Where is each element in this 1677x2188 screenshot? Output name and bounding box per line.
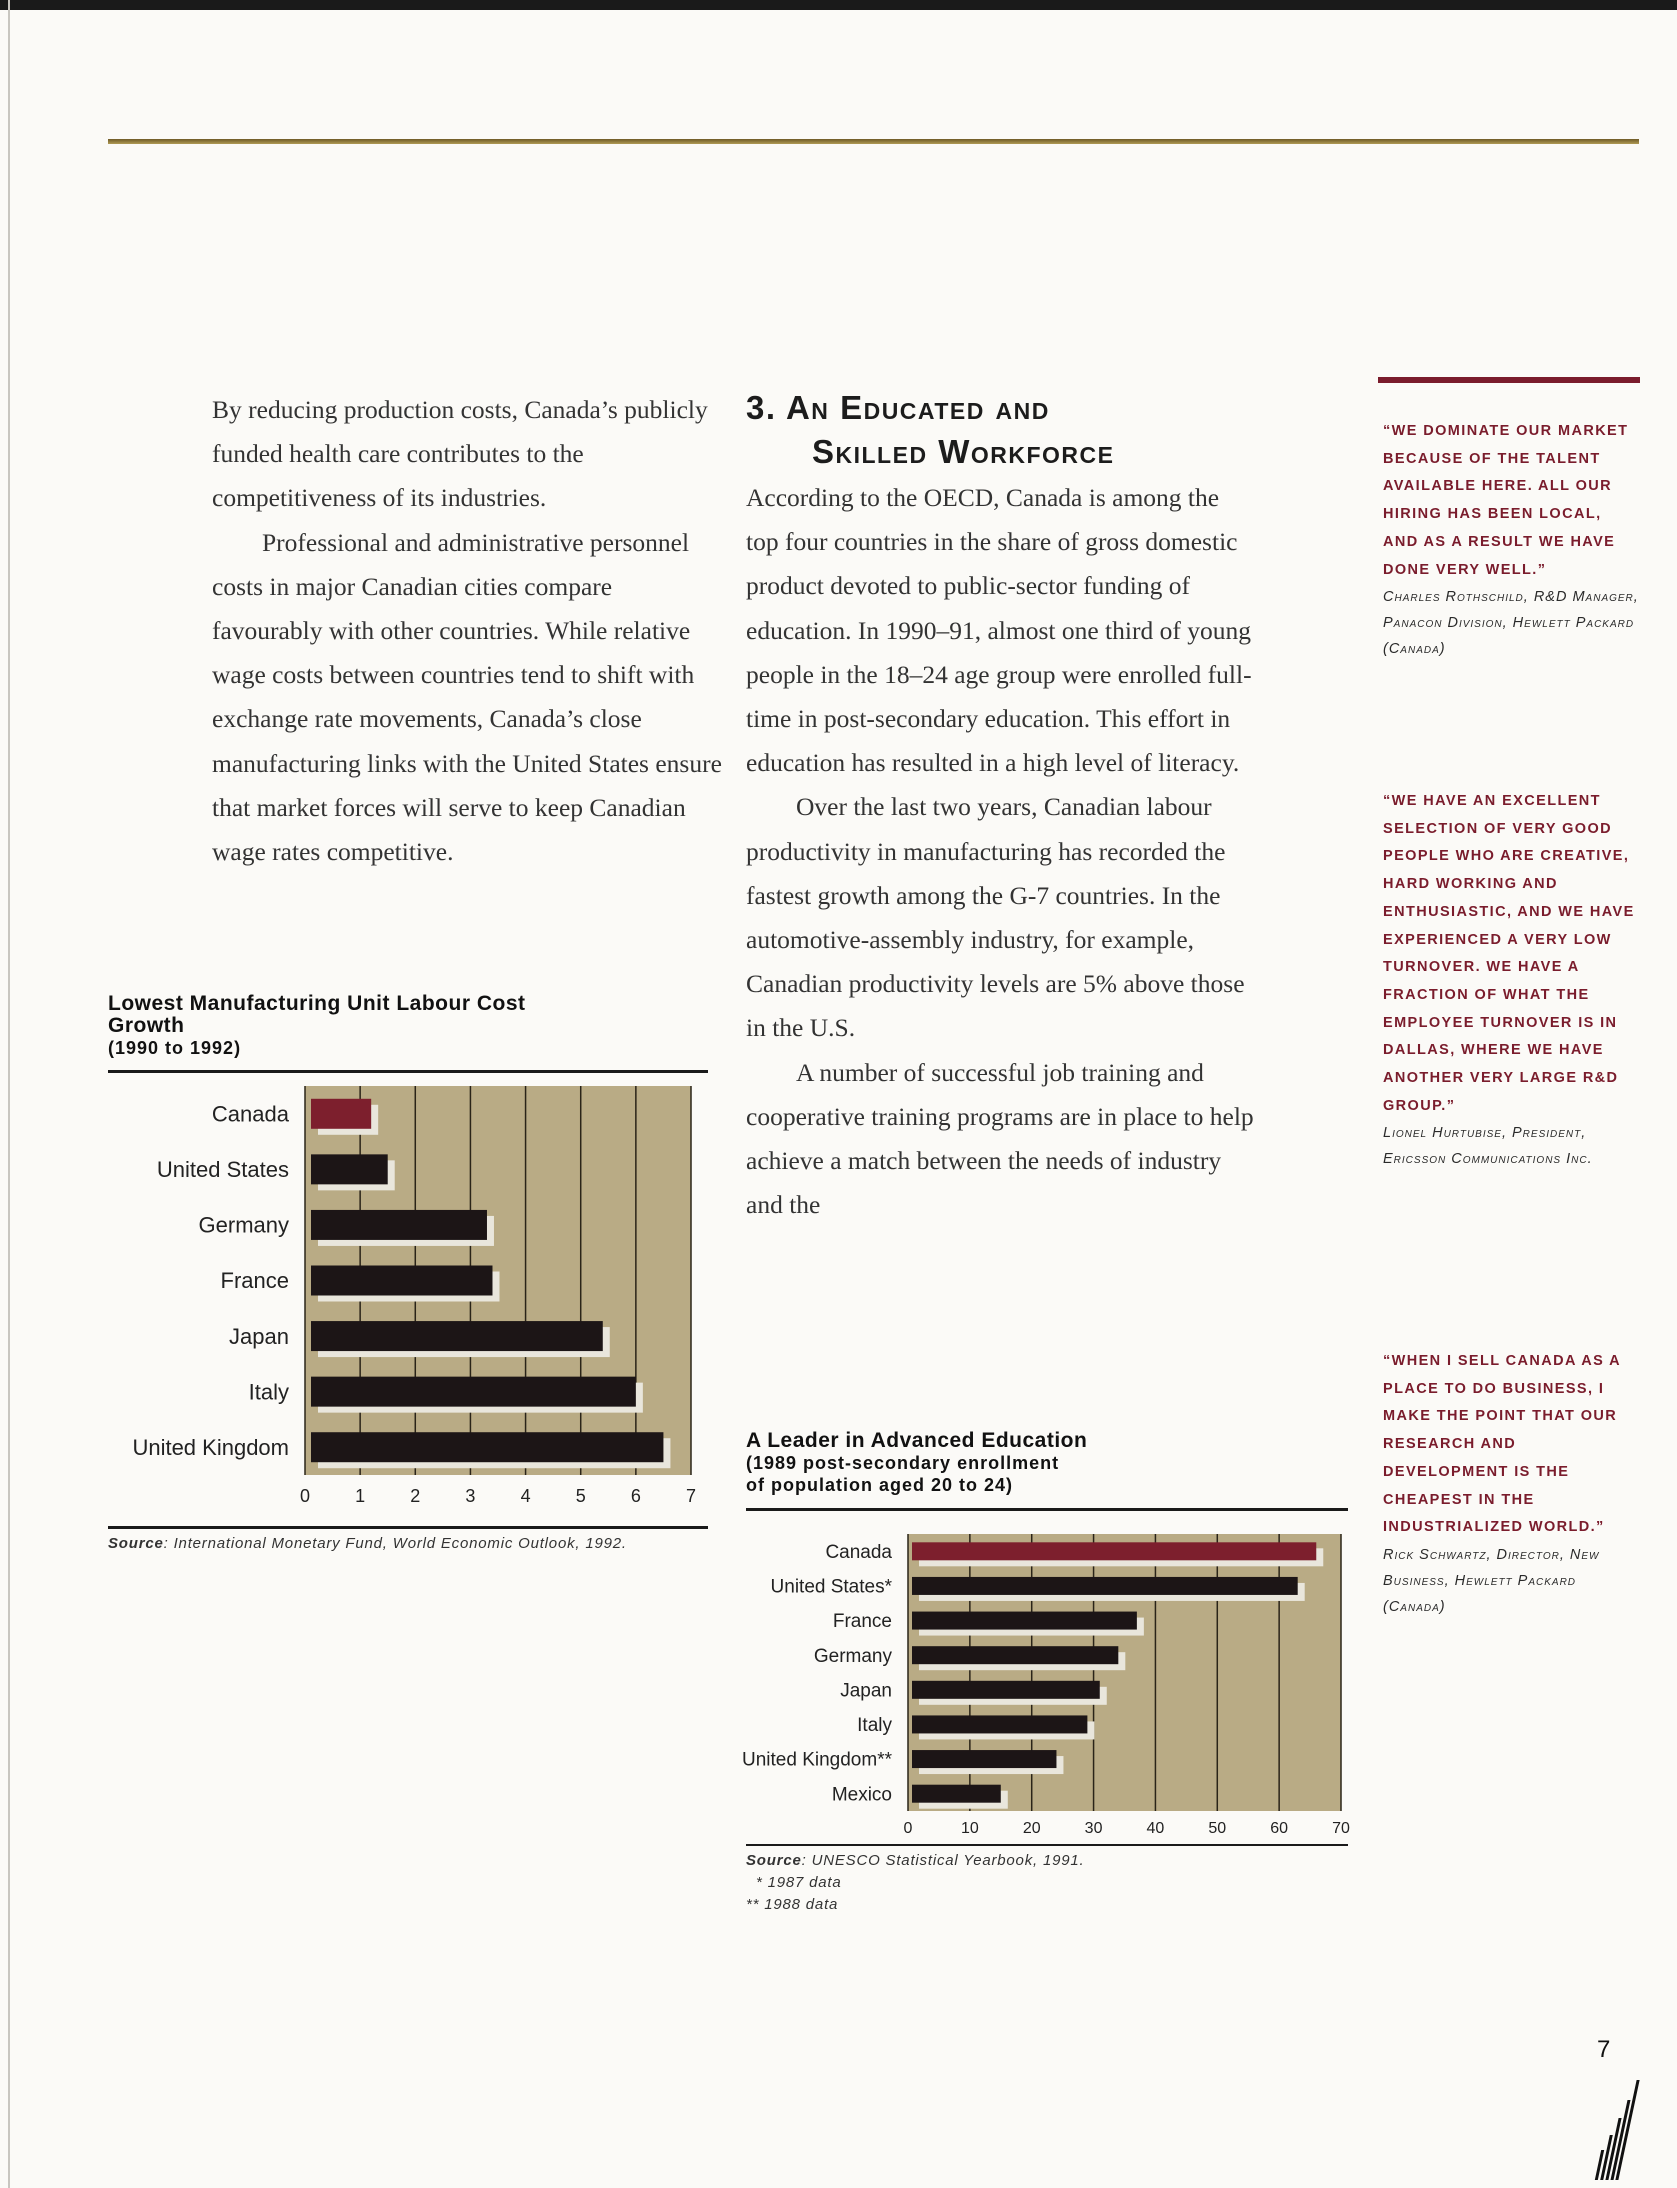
bar	[912, 1646, 1118, 1664]
source-text: : UNESCO Statistical Yearbook, 1991.	[801, 1852, 1085, 1869]
quote-attribution: Rick Schwartz, Director, New Business, Hewlett Packard (Canada)	[1383, 1546, 1600, 1615]
category-label: Italy	[857, 1715, 892, 1737]
category-label: United States*	[770, 1576, 892, 1598]
bar	[912, 1612, 1137, 1630]
source-label: Source	[746, 1852, 802, 1869]
quote-text: “WE DOMINATE OUR MARKET BECAUSE OF THE TALENT AVAILABLE HERE. ALL OUR HIRING HAS BEEN LOCAL, AND AS A RESULT WE HAVE DONE VERY WELL.”	[1383, 423, 1629, 578]
tick-label: 0	[903, 1820, 913, 1837]
bar	[912, 1542, 1316, 1560]
tick-label: 3	[465, 1486, 476, 1506]
bar	[311, 1266, 492, 1296]
category-label: France	[832, 1611, 892, 1633]
chart-2-source	[746, 1850, 1346, 1916]
category-label: Germany	[198, 1212, 289, 1238]
category-label: Canada	[825, 1541, 892, 1563]
bar	[912, 1577, 1298, 1595]
bar	[311, 1377, 636, 1407]
category-label: United Kingdom	[132, 1434, 289, 1460]
chart-1-heading	[108, 993, 708, 1059]
section-heading-line-2: Skilled Workforce	[812, 433, 1115, 470]
bar	[912, 1785, 1001, 1803]
tick-label: 0	[299, 1486, 311, 1506]
tick-label: 2	[410, 1486, 421, 1506]
left-column-text	[212, 388, 722, 874]
quote-attribution: Charles Rothschild, R&D Manager, Panacon Division, Hewlett Packard (Canada)	[1383, 589, 1639, 658]
paragraph: Professional and administrative personnel costs in major Canadian cities compare favourably with other countries. While relative wage costs between countries tend to shift with exchange rate movements, Canada’s close manufacturing links with the United States ensure that market forces will serve to keep Canadian wage rates competitive.	[212, 527, 722, 867]
section-heading	[746, 386, 1266, 474]
bar	[311, 1099, 371, 1129]
quote-2	[1383, 788, 1639, 1172]
paragraph: By reducing production costs, Canada’s publicly funded health care contributes to the competitiveness of its industries.	[212, 395, 708, 513]
page-number: 7	[1597, 2036, 1611, 2063]
chart-2-bottom-rule	[746, 1844, 1348, 1846]
chart-1-source	[108, 1533, 728, 1555]
bar	[912, 1681, 1100, 1699]
tick-label: 6	[630, 1486, 641, 1506]
tick-label: 20	[1022, 1820, 1041, 1837]
tick-label: 70	[1332, 1820, 1350, 1837]
category-label: Italy	[248, 1379, 289, 1405]
bar	[311, 1321, 603, 1351]
header-rule	[108, 139, 1639, 144]
chart-subtitle: (1989 post-secondary enrollment	[746, 1453, 1060, 1473]
quote-text: “WHEN I SELL CANADA AS A PLACE TO DO BUSINESS, I MAKE THE POINT THAT OUR RESEARCH AND DEVELOPMENT IS THE CHEAPEST IN THE INDUSTRIALIZED WORLD.”	[1383, 1353, 1621, 1536]
paragraph: According to the OECD, Canada is among the top four countries in the share of gross domestic product devoted to public-sector funding of education. In 1990–91, almost one third of young people in the 18–24 age group were enrolled full-time in post-secondary education. This effort in education has resulted in a high level of literacy.	[746, 483, 1252, 778]
chart-subtitle: of population aged 20 to 24)	[746, 1475, 1014, 1495]
tick-label: 50	[1208, 1820, 1227, 1837]
quote-3	[1383, 1348, 1639, 1620]
category-label: Canada	[211, 1101, 289, 1127]
bar	[311, 1154, 388, 1184]
chart-1-top-rule	[108, 1070, 708, 1073]
chart-title: A Leader in Advanced Education	[746, 1429, 1088, 1452]
bar	[912, 1750, 1056, 1768]
quote-1	[1383, 418, 1639, 662]
chart-title: Lowest Manufacturing Unit Labour Cost Growth	[108, 992, 526, 1037]
tick-label: 5	[575, 1486, 586, 1506]
footnote: * 1987 data	[756, 1874, 842, 1891]
chart-svg	[730, 1520, 1348, 1838]
bar	[912, 1715, 1087, 1733]
paragraph: Over the last two years, Canadian labour productivity in manufacturing has recorded the fastest growth among the G-7 countries. In the automotive-assembly industry, for example, Canadian productivity levels are 5% above those in the U.S.	[746, 792, 1245, 1043]
chart-2	[730, 1520, 1348, 1838]
source-text: : International Monetary Fund, World Economic Outlook, 1992.	[163, 1535, 627, 1552]
tick-label: 10	[960, 1820, 979, 1837]
bar	[311, 1210, 487, 1240]
quote-text: “WE HAVE AN EXCELLENT SELECTION OF VERY GOOD PEOPLE WHO ARE CREATIVE, HARD WORKING AND ENTHUSIASTIC, AND WE HAVE EXPERIENCED A VERY LOW TURNOVER. WE HAVE A FRACTION OF WHAT THE EMPLOYEE TURNOVER IS IN DALLAS, WHERE WE HAVE ANOTHER VERY LARGE R&D GROUP.”	[1383, 793, 1635, 1114]
chart-subtitle: (1990 to 1992)	[108, 1038, 242, 1058]
tick-label: 1	[355, 1486, 366, 1506]
tick-label: 30	[1084, 1820, 1103, 1837]
category-label: Japan	[229, 1323, 289, 1349]
page-mark-icon	[1596, 2080, 1632, 2180]
tick-label: 4	[520, 1486, 531, 1506]
category-label: Germany	[813, 1645, 892, 1667]
section-text	[746, 476, 1256, 1227]
paragraph: A number of successful job training and cooperative training programs are in place to help achieve a match between the needs of industry and the	[746, 1057, 1254, 1220]
tick-label: 7	[685, 1486, 697, 1506]
chart-2-top-rule	[746, 1508, 1348, 1511]
chart-2-heading	[746, 1430, 1346, 1496]
chart-1	[108, 1086, 708, 1506]
chart-1-bottom-rule	[108, 1526, 708, 1529]
category-label: United Kingdom**	[742, 1749, 892, 1771]
top-border	[0, 0, 1677, 10]
quote-attribution: Lionel Hurtubise, President, Ericsson Communications Inc.	[1383, 1125, 1593, 1168]
category-label: United States	[156, 1157, 289, 1183]
bar	[311, 1432, 663, 1462]
category-label: Mexico	[831, 1784, 892, 1806]
footnote: ** 1988 data	[746, 1896, 839, 1913]
tick-label: 40	[1146, 1820, 1165, 1837]
binding-edge	[8, 0, 10, 2188]
tick-label: 60	[1270, 1820, 1289, 1837]
sidebar-rule	[1378, 377, 1640, 383]
chart-svg	[108, 1086, 708, 1506]
source-label: Source	[108, 1535, 164, 1552]
category-label: Japan	[840, 1680, 892, 1702]
category-label: France	[220, 1268, 289, 1294]
section-heading-line-1: 3. An Educated and	[746, 389, 1050, 426]
